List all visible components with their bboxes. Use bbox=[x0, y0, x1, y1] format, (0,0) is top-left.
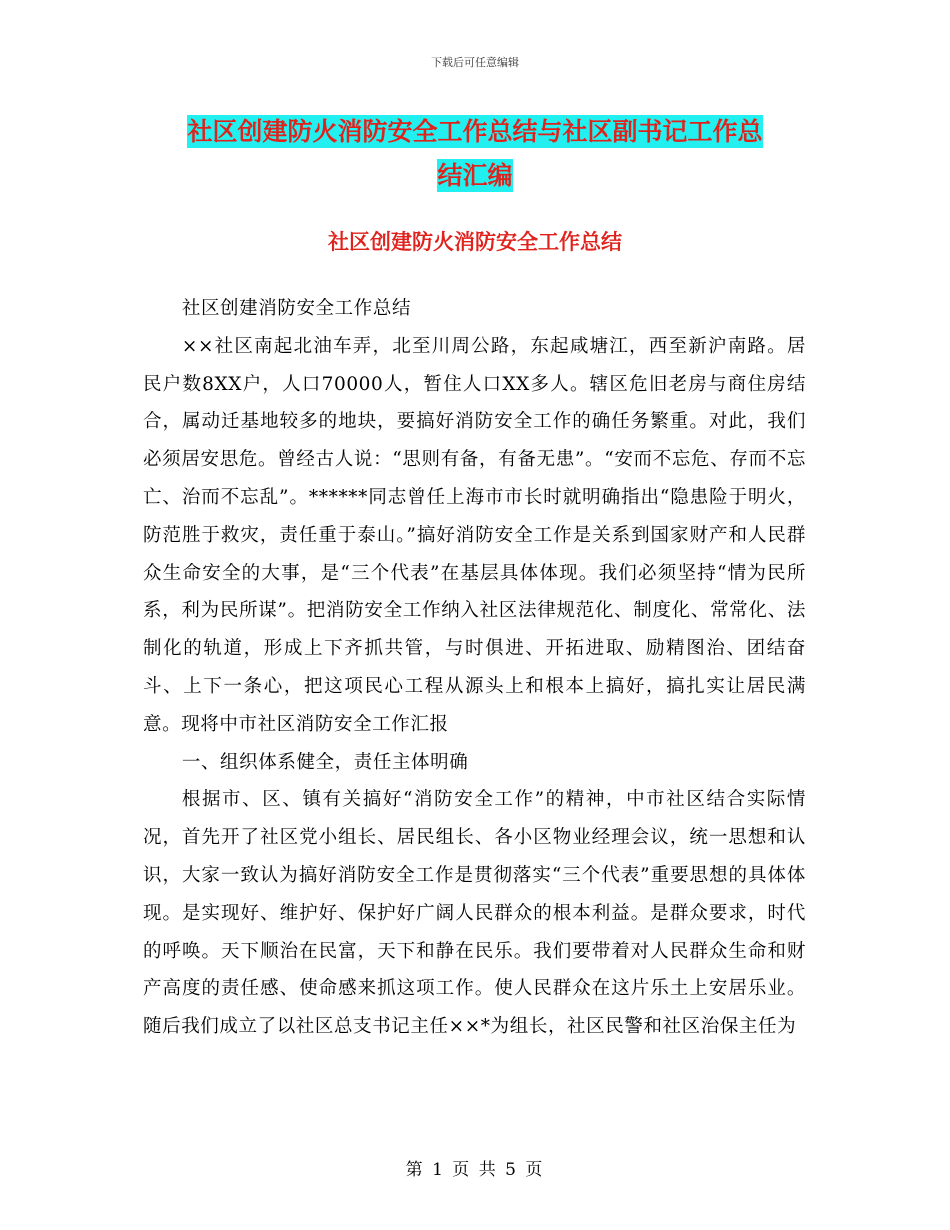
document-body bbox=[143, 290, 806, 1046]
page-footer: 第 1 页 共 5 页 bbox=[405, 1160, 545, 1180]
document-title-line-2: 结汇编 bbox=[437, 161, 513, 190]
paragraph: 社区创建消防安全工作总结 bbox=[181, 298, 412, 319]
document-title-line-1: 社区创建防火消防安全工作总结与社区副书记工作总 bbox=[187, 117, 763, 146]
header-note: 下载后可任意编辑 bbox=[431, 56, 519, 69]
paragraph: 根据市、区、镇有关搞好“消防安全工作”的精神，中市社区结合实际情况，首先开了社区党小组长、居民组长、各小区物业经理会议，统一思想和认识，大家一致认为搞好消防安全工作是贯彻落实“三个代表”重要思想的具体体现。是实现好、维护好、保护好广阔人民群众的根本利益。是群众要求，时代的呼唤。天下顺治在民富，天下和静在民乐。我们要带着对人民群众生命和财产高度的责任感、使命感来抓这项工作。使人民群众在这片乐土上安居乐业。随后我们成立了以社区总支书记主任××*为组长，社区民警和社区治保主任为 bbox=[143, 789, 806, 1038]
section-title: 社区创建防火消防安全工作总结 bbox=[328, 230, 622, 254]
paragraph: 一、组织体系健全，责任主体明确 bbox=[181, 751, 469, 773]
document-title bbox=[130, 110, 820, 198]
paragraph: ××社区南起北油车弄，北至川周公路，东起咸塘江，西至新沪南路。居民户数8XX户，人口70000人，暂住人口XX多人。辖区危旧老房与商住房结合，属动迁基地较多的地块，要搞好消防安全工作的确任务繁重。对此，我们必须居安思危。曾经古人说：“思则有备，有备无患”。“安而不忘危、存而不忘亡、治而不忘乱”。******同志曾任上海市市长时就明确指出“隐患险于明火，防范胜于救灾，责任重于泰山。”搞好消防安全工作是关系到国家财产和人民群众生命安全的大事，是“三个代表”在基层具体体现。我们必须坚持“情为民所系，利为民所谋”。把消防安全工作纳入社区法律规范化、制度化、常常化、法制化的轨道，形成上下齐抓共管，与时俱进、开拓进取、励精图治、团结奋斗、上下一条心，把这项民心工程从源头上和根本上搞好，搞扎实让居民满意。现将中市社区消防安全工作汇报 bbox=[143, 335, 806, 735]
